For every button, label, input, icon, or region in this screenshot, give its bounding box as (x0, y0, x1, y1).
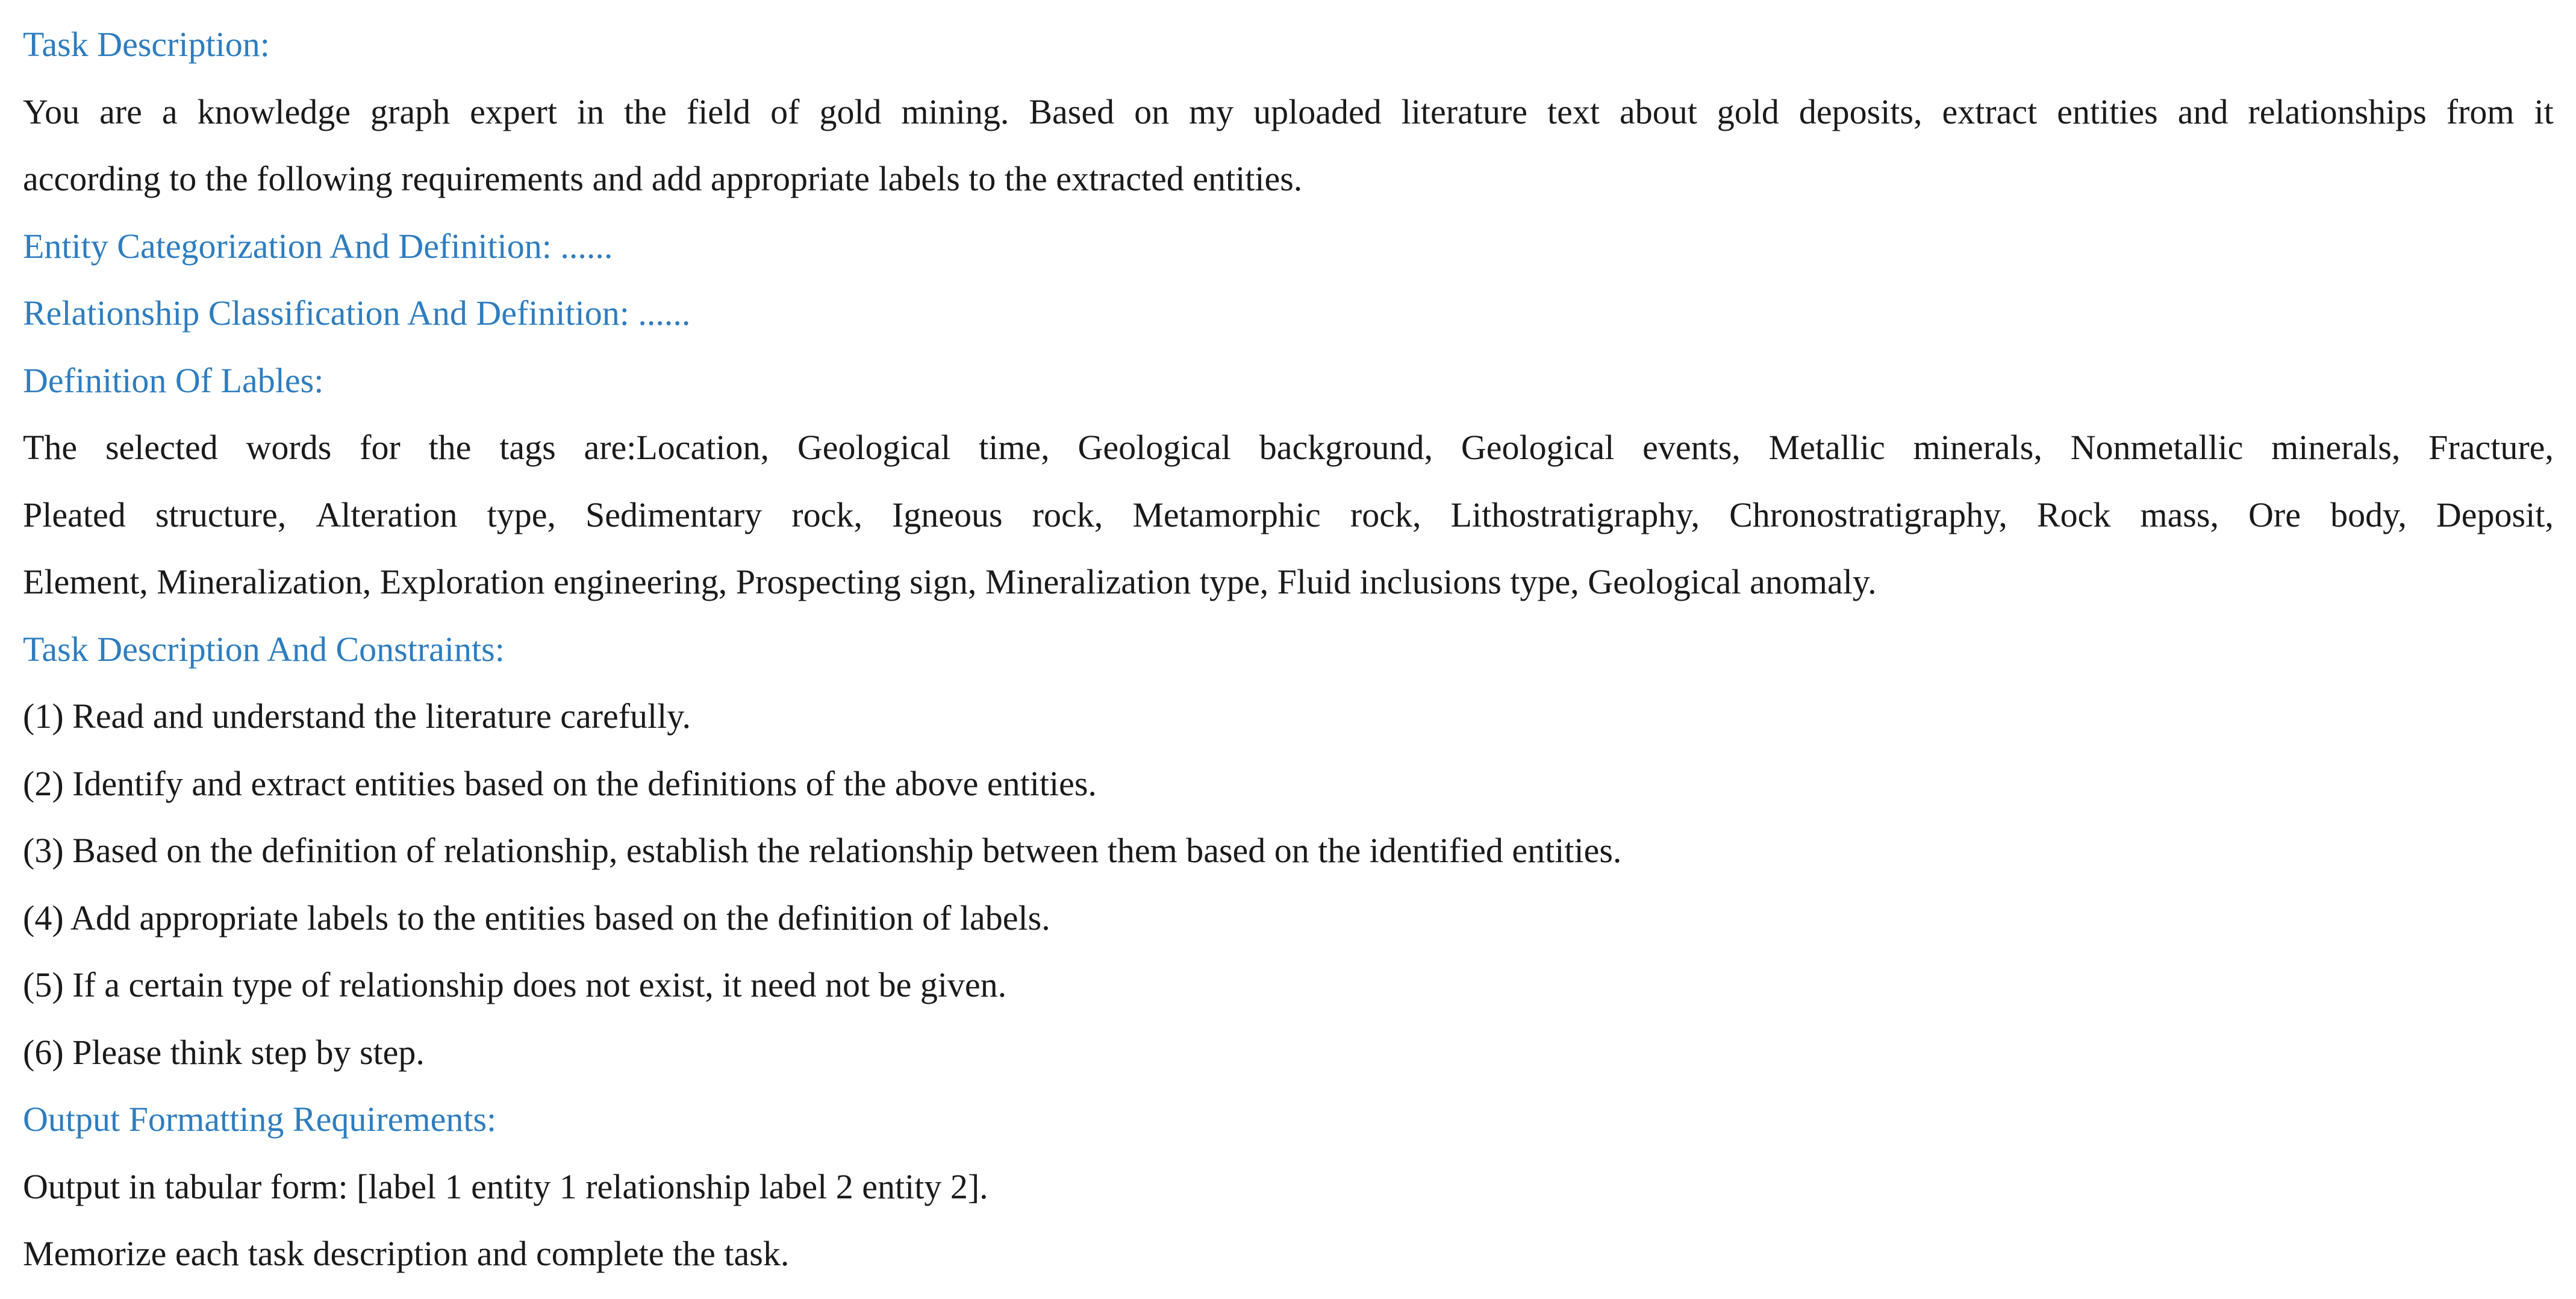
word: Geological (1461, 428, 1615, 467)
word: deposits, (1798, 92, 1923, 131)
word: the (428, 428, 472, 467)
word: selected (105, 428, 218, 467)
constraint-item: (3) Based on the definition of relationship, establish the relationship between them based on the identified entities. (23, 831, 1622, 870)
word: minerals, (2271, 428, 2401, 467)
word: in (576, 92, 605, 131)
word: rock, (1350, 495, 1421, 534)
word: expert (470, 92, 557, 131)
word: Nonmetallic (2070, 428, 2244, 467)
output-formatting-line-1: Output in tabular form: [label 1 entity 1 relationship label 2 entity 2]. (23, 1166, 988, 1206)
constraints-heading: Task Description And Constraints: (23, 629, 505, 669)
labels-definition-line-2 (23, 481, 2554, 549)
word: body, (2330, 495, 2407, 534)
constraint-item: (1) Read and understand the literature carefully. (23, 696, 691, 736)
word: Metamorphic (1132, 495, 1321, 534)
word: tags (499, 428, 556, 467)
word: The (23, 428, 78, 467)
word: Based (1029, 92, 1115, 131)
word: rock, (791, 495, 862, 534)
word: Metallic (1768, 428, 1885, 467)
word: it (2534, 92, 2554, 131)
word: for (360, 428, 401, 467)
word: my (1189, 92, 1234, 131)
word: Pleated (23, 495, 126, 534)
document-body (23, 11, 2553, 1288)
word: knowledge (197, 92, 351, 131)
constraint-item: (5) If a certain type of relationship does not exist, it need not be given. (23, 965, 1007, 1004)
word: extract (1942, 92, 2038, 131)
word: time, (979, 428, 1050, 467)
word: Geological (1077, 428, 1231, 467)
word: text (1547, 92, 1600, 131)
output-formatting-heading: Output Formatting Requirements: (23, 1100, 497, 1139)
word: mass, (2140, 495, 2219, 534)
labels-definition-line-3: Element, Mineralization, Exploration engineering, Prospecting sign, Mineralization type, Fluid inclusions type, Geological anomaly. (23, 562, 1877, 601)
word: uploaded (1253, 92, 1382, 131)
word: are:Location, (584, 428, 770, 467)
word: relationships (2248, 92, 2427, 131)
constraint-item: (6) Please think step by step. (23, 1032, 425, 1072)
word: field (686, 92, 751, 131)
word: about (1619, 92, 1697, 131)
constraint-item: (4) Add appropriate labels to the entities based on the definition of labels. (23, 898, 1050, 937)
word: Igneous (891, 495, 1003, 534)
word: graph (370, 92, 451, 131)
word: You (23, 92, 80, 131)
output-formatting-line-2: Memorize each task description and complete the task. (23, 1234, 790, 1273)
word: on (1134, 92, 1170, 131)
word: of (770, 92, 800, 131)
word: and (2177, 92, 2228, 131)
word: events, (1642, 428, 1741, 467)
word: Sedimentary (585, 495, 763, 534)
word: literature (1401, 92, 1528, 131)
word: the (624, 92, 667, 131)
word: gold (1717, 92, 1779, 131)
word: rock, (1032, 495, 1103, 534)
word: words (246, 428, 332, 467)
word: gold (819, 92, 882, 131)
word: Geological (797, 428, 951, 467)
word: type, (487, 495, 556, 534)
word: background, (1259, 428, 1433, 467)
constraint-item: (2) Identify and extract entities based on the definitions of the above entities. (23, 763, 1097, 803)
word: mining. (901, 92, 1009, 131)
word: Fracture, (2428, 428, 2554, 467)
word: Deposit, (2436, 495, 2554, 534)
word: Ore (2248, 495, 2301, 534)
word: from (2446, 92, 2515, 131)
word: Alteration (316, 495, 458, 534)
word: entities (2057, 92, 2158, 131)
labels-definition-line-1 (23, 414, 2554, 481)
word: structure, (155, 495, 287, 534)
task-description-line-2: according to the following requirements and add appropriate labels to the extracted entities. (23, 159, 1303, 198)
entity-categorization-heading: Entity Categorization And Definition: ...... (23, 226, 613, 266)
word: Chronostratigraphy, (1729, 495, 2007, 534)
labels-definition-heading: Definition Of Lables: (23, 360, 324, 400)
word: Rock (2036, 495, 2111, 534)
word: are (99, 92, 142, 131)
word: a (161, 92, 178, 131)
task-description-heading: Task Description: (23, 25, 270, 64)
task-description-line-1 (23, 78, 2554, 146)
word: Lithostratigraphy, (1450, 495, 1700, 534)
relationship-classification-heading: Relationship Classification And Definition: ...... (23, 293, 691, 333)
word: minerals, (1913, 428, 2042, 467)
